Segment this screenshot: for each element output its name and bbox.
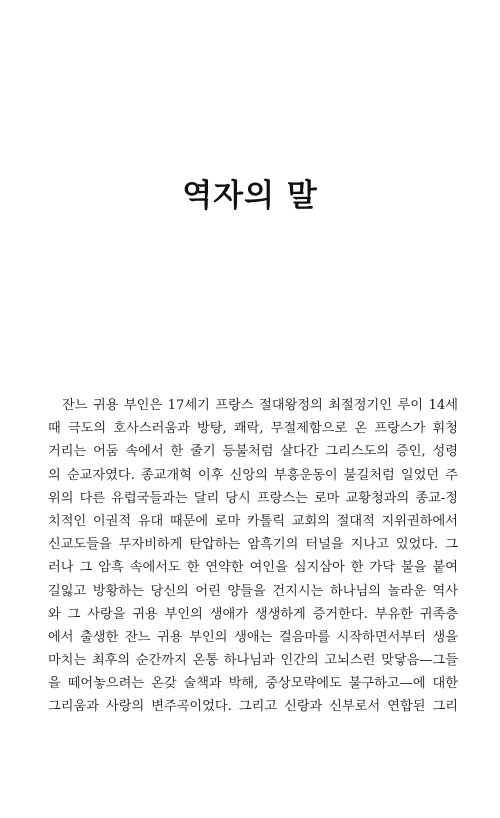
text-line: 위의 다른 유럽국들과는 달리 당시 프랑스는 로마 교황청과의 종교-정 (48, 490, 458, 506)
text-line: 잔느 귀용 부인은 17세기 프랑스 절대왕정의 최절정기인 루이 14세 (62, 398, 458, 413)
text-line: 에서 출생한 잔느 귀용 부인의 생애는 걸음마를 시작하면서부터 생을 (48, 629, 458, 645)
text-line: 마치는 최후의 순간까지 온통 하나님과 인간의 고뇌스런 맞닿음—그들 (48, 653, 458, 669)
text-line: 러나 그 암흑 속에서도 한 연약한 여인을 심지삼아 한 가닥 불을 붙여 (48, 560, 458, 576)
text-line: 거리는 어둠 속에서 한 줄기 등불처럼 살다간 그리스도의 증인, 성령 (48, 444, 458, 460)
page-title: 역자의 말 (182, 178, 318, 214)
text-line: 을 떼어놓으려는 온갖 술책과 박해, 중상모략에도 불구하고—에 대한 (48, 676, 458, 692)
text-line: 때 극도의 호사스러움과 방탕, 쾌락, 무절제함으로 온 프랑스가 휘청 (48, 421, 458, 437)
text-line: 치적인 이권적 유대 때문에 로마 카톨릭 교회의 절대적 지위권하에서 (48, 513, 458, 529)
text-line: 와 그 사랑을 귀용 부인의 생애가 생생하게 증거한다. 부유한 귀족층 (48, 606, 458, 622)
text-line: 길잃고 방황하는 당신의 어린 양들을 건지시는 하나님의 놀라운 역사 (48, 583, 458, 599)
preface-body (48, 394, 458, 719)
text-line: 그리움과 사랑의 변주곡이었다. 그리고 신랑과 신부로서 연합된 그리 (48, 699, 458, 715)
text-line: 의 순교자였다. 종교개혁 이후 신앙의 부흥운동이 불길처럼 일었던 주 (48, 467, 458, 483)
text-line: 신교도들을 무자비하게 탄압하는 암흑기의 터널을 지나고 있었다. 그 (48, 537, 458, 553)
